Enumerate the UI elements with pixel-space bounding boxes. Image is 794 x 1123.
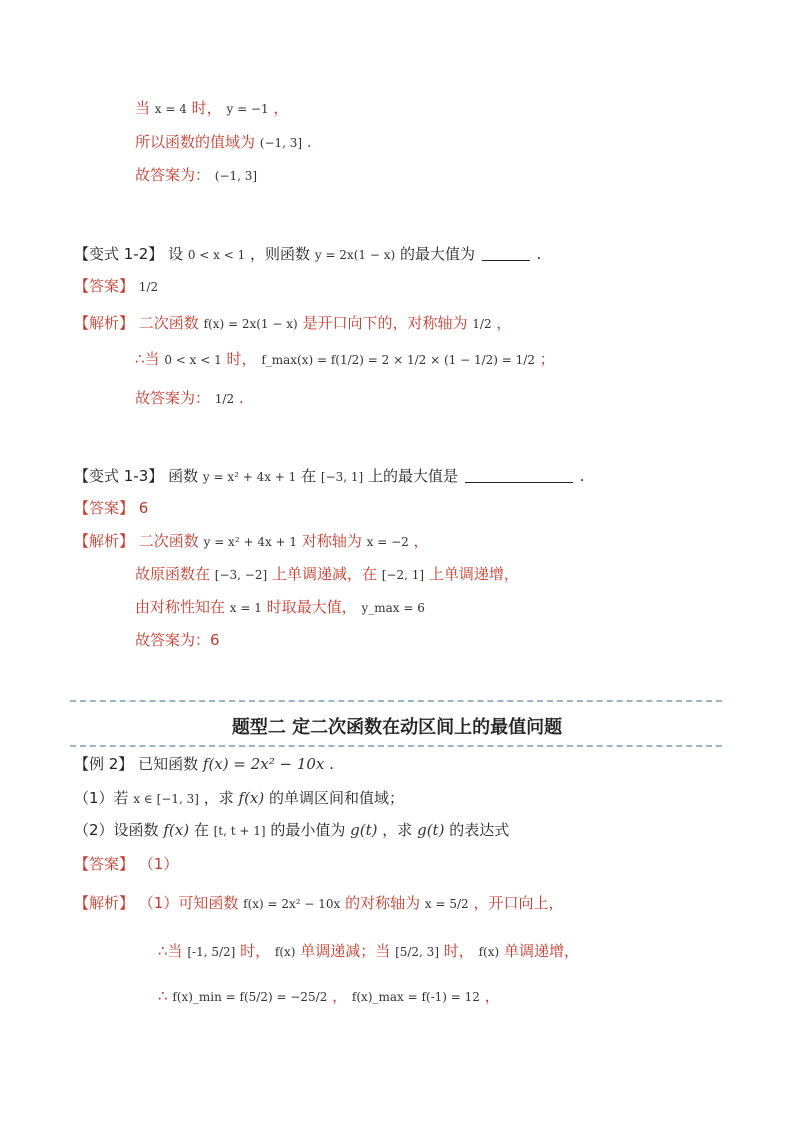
variant-1-3-explanation (74, 530, 429, 553)
top-line-3 (135, 164, 257, 187)
text: 设 (168, 245, 184, 263)
text: . (238, 389, 244, 407)
text: 的对称轴为 (345, 894, 421, 912)
text: 时， (240, 942, 271, 960)
variant-tag: 【变式 1-3】 (74, 467, 164, 485)
math-expression: [5/2, 3] (395, 945, 440, 959)
text: 故答案为：6 (135, 631, 220, 649)
text: 故答案为： (135, 166, 211, 184)
math-expression: f(x) = 2x² − 10x (202, 755, 325, 773)
text: ，则函数 (250, 245, 311, 263)
text: ， (413, 532, 429, 550)
variant-1-2-step-2 (135, 348, 555, 371)
math-expression: g(t) (350, 821, 378, 839)
example-2-part-2 (74, 819, 509, 842)
math-expression: (−1, 3] (259, 136, 303, 150)
text: ，求 (382, 821, 413, 839)
text: 对称轴为 (301, 532, 362, 550)
example-2-question (74, 753, 334, 775)
math-expression: x = 1 (229, 601, 262, 615)
text: ∴ (158, 987, 168, 1005)
math-expression: [-1, 5/2] (187, 945, 236, 959)
text: 上的最大值是 (368, 467, 459, 485)
text: 在 (301, 467, 317, 485)
math-expression: f(x) = 2x(1 − x) (203, 317, 298, 331)
math-expression: f(x)_max = f(-1) = 12 (351, 990, 480, 1004)
answer-tag: 【答案】 (74, 855, 135, 873)
math-expression: y = −1 (226, 102, 269, 116)
text: 的最小值为 (270, 821, 346, 839)
section-divider-bottom (70, 745, 722, 747)
section-title: 题型二 定二次函数在动区间上的最值问题 (231, 717, 563, 738)
variant-tag: 【变式 1-2】 (74, 245, 164, 263)
example-2-part-1 (74, 787, 404, 810)
math-expression: [−2, 1] (381, 568, 425, 582)
math-expression: f_max(x) = f(1/2) = 2 × 1/2 × (1 − 1/2) = 1/2 (261, 353, 535, 367)
answer-blank (482, 246, 530, 261)
math-expression: [−3, −2] (214, 568, 268, 582)
math-expression: f(x) (163, 821, 190, 839)
text: 时， (443, 942, 474, 960)
variant-1-3-step-2 (135, 563, 519, 586)
text: 已知函数 (138, 755, 199, 773)
text: 故原函数在 (135, 565, 211, 583)
math-expression: y_max = 6 (361, 601, 425, 615)
variant-1-2-question (74, 243, 541, 266)
text: 的表达式 (449, 821, 510, 839)
text: 在 (193, 821, 209, 839)
math-expression: f(x) (274, 945, 296, 959)
text: ， (332, 987, 348, 1005)
text: 所以函数的值域为 (135, 133, 256, 151)
variant-1-2-explanation (74, 312, 511, 335)
example-2-explanation (74, 892, 563, 915)
math-expression: (−1, 3] (214, 169, 258, 183)
math-expression: f(x) (478, 945, 500, 959)
top-line-1 (135, 97, 288, 120)
math-expression: x = 5/2 (424, 897, 469, 911)
text: 由对称性知在 (135, 598, 226, 616)
text: 函数 (168, 467, 199, 485)
text: 二次函数 (138, 532, 199, 550)
math-expression: 1/2 (138, 280, 159, 294)
text: 时取最大值， (266, 598, 357, 616)
text: 时， (191, 99, 222, 117)
text: 上单调递减，在 (271, 565, 377, 583)
text: . (306, 133, 312, 151)
variant-1-3-step-4 (135, 629, 220, 651)
explanation-tag: 【解析】 (74, 532, 135, 550)
variant-1-3-question (74, 465, 584, 488)
math-expression: 0 < x < 1 (187, 248, 246, 262)
text: 是开口向下的，对称轴为 (302, 314, 468, 332)
text: 单调递增， (503, 942, 579, 960)
variant-1-3-answer (74, 497, 148, 519)
text: . (329, 755, 334, 773)
math-expression: f(x) (238, 789, 265, 807)
text: 的单调区间和值域； (269, 789, 405, 807)
text: . (579, 467, 585, 485)
math-expression: f(x) = 2x² − 10x (243, 897, 341, 911)
answer-tag: 【答案】 (74, 499, 135, 517)
text: ∴当 (135, 350, 160, 368)
math-expression: g(t) (417, 821, 445, 839)
math-expression: y = x² + 4x + 1 (203, 535, 298, 549)
text: ， (496, 314, 512, 332)
text: ∴当 (158, 942, 183, 960)
text: 二次函数 (138, 314, 199, 332)
example-2-step-2 (158, 940, 579, 963)
variant-1-2-step-3 (135, 387, 244, 410)
example-2-step-3 (158, 985, 500, 1008)
math-expression: x = −2 (366, 535, 409, 549)
text: 的最大值为 (399, 245, 475, 263)
variant-1-2-answer (74, 275, 158, 298)
top-line-2 (135, 131, 312, 154)
math-expression: 1/2 (214, 392, 235, 406)
text: ，开口向上， (473, 894, 564, 912)
text: ， (273, 99, 289, 117)
text: 时， (226, 350, 257, 368)
section-divider-top (70, 700, 722, 702)
explanation-tag: 【解析】 (74, 894, 135, 912)
math-expression: x ∈ [−1, 3] (133, 792, 199, 806)
text: ，求 (203, 789, 234, 807)
example-2-answer (74, 853, 178, 875)
answer-value: （1） (138, 855, 179, 873)
answer-tag: 【答案】 (74, 277, 135, 295)
math-expression: 0 < x < 1 (164, 353, 222, 367)
math-expression: 1/2 (472, 317, 492, 331)
math-expression: y = 2x(1 − x) (314, 248, 396, 262)
answer-blank (465, 468, 573, 483)
text: 当 (135, 99, 151, 117)
variant-1-3-step-3 (135, 596, 425, 619)
math-expression: y = x² + 4x + 1 (202, 470, 297, 484)
answer-value: 6 (138, 499, 149, 517)
math-expression: f(x)_min = f(5/2) = −25/2 (172, 990, 328, 1004)
text: . (536, 245, 542, 263)
text: （2）设函数 (74, 821, 159, 839)
math-expression: x = 4 (154, 102, 187, 116)
text: （1）可知函数 (138, 894, 239, 912)
example-tag: 【例 2】 (74, 755, 134, 773)
text: ， (484, 987, 500, 1005)
math-expression: [t, t + 1] (213, 824, 266, 838)
text: 上单调递增， (428, 565, 519, 583)
text: ； (539, 350, 555, 368)
explanation-tag: 【解析】 (74, 314, 135, 332)
text: 单调递减；当 (300, 942, 391, 960)
math-expression: [−3, 1] (320, 470, 364, 484)
text: （1）若 (74, 789, 129, 807)
text: 故答案为： (135, 389, 211, 407)
